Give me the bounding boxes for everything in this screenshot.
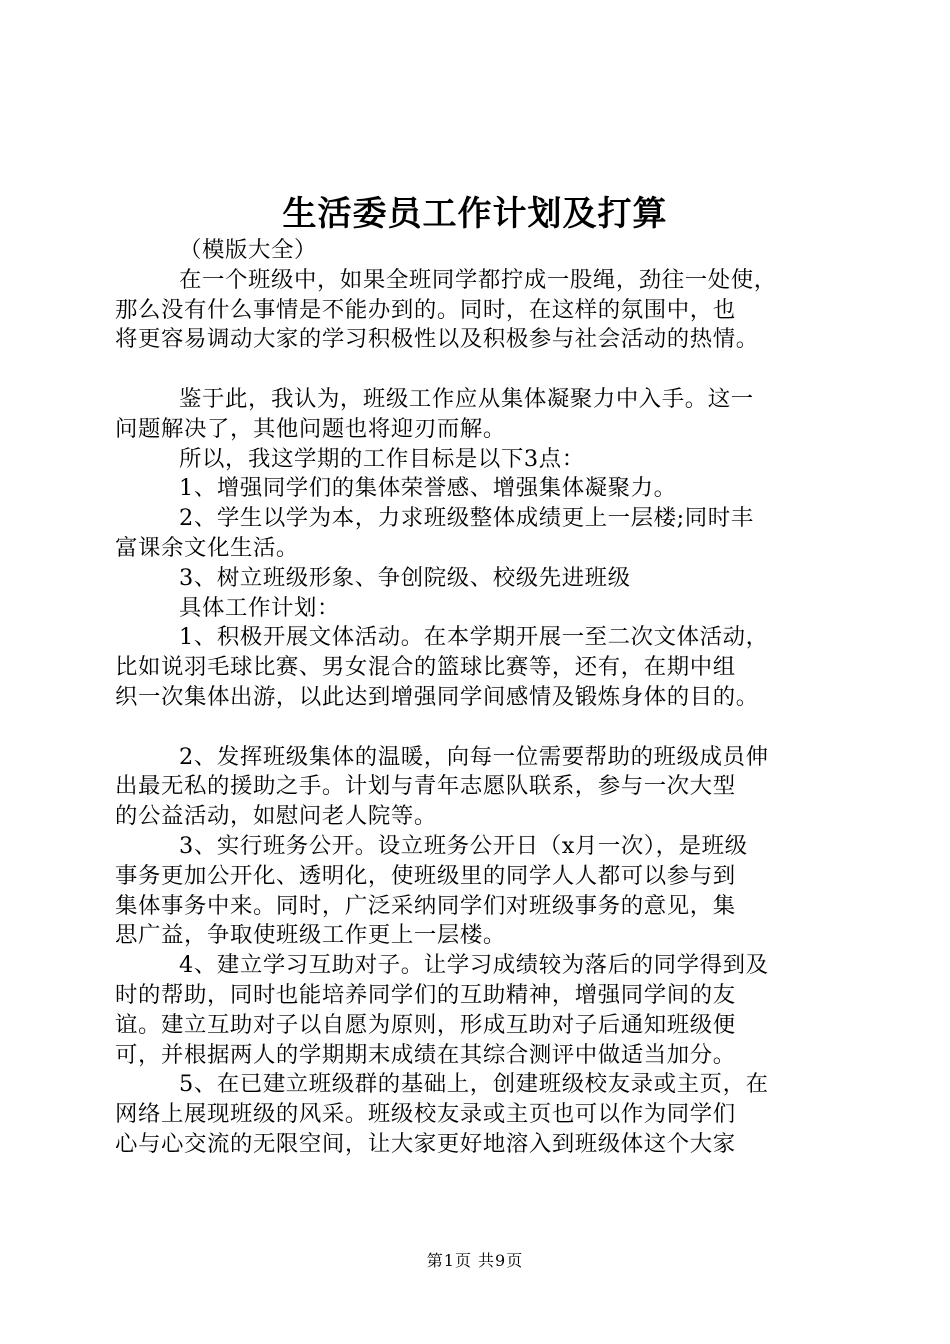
paragraph-line: 鉴于此，我认为，班级工作应从集体凝聚力中入手。这一 — [179, 385, 754, 412]
paragraph-gap — [115, 355, 840, 385]
plan-item: 3、实行班务公开。设立班务公开日（x月一次），是班级 — [179, 832, 748, 859]
paragraph-line: 在一个班级中，如果全班同学都拧成一股绳，劲往一处使， — [179, 266, 777, 293]
paragraph-line: 问题解决了，其他问题也将迎刃而解。 — [115, 415, 506, 442]
plan-item: 事务更加公开化、透明化，使班级里的同学人人都可以参与到 — [115, 862, 736, 889]
plan-item: 的公益活动，如慰问老人院等。 — [115, 803, 437, 830]
goal-item: 2、学生以学为本，力求班级整体成绩更上一层楼;同时丰 — [179, 505, 754, 532]
plan-item: 2、发挥班级集体的温暖，向每一位需要帮助的班级成员伸 — [179, 743, 769, 770]
plan-item: 比如说羽毛球比赛、男女混合的篮球比赛等，还有，在期中组 — [115, 654, 736, 681]
plan-item: 1、积极开展文体活动。在本学期开展一至二次文体活动， — [179, 624, 769, 651]
plan-item: 心与心交流的无限空间，让大家更好地溶入到班级体这个大家 — [115, 1130, 736, 1157]
plan-item: 可，并根据两人的学期期末成绩在其综合测评中做适当加分。 — [115, 1041, 736, 1068]
plan-item: 思广益，争取使班级工作更上一层楼。 — [115, 922, 506, 949]
plan-item: 4、建立学习互助对子。让学习成绩较为落后的同学得到及 — [179, 952, 769, 979]
document-title: 生活委员工作计划及打算 — [282, 194, 668, 234]
paragraph-line: 那么没有什么事情是不能办到的。同时，在这样的氛围中，也 — [115, 296, 736, 323]
plan-item: 集体事务中来。同时，广泛采纳同学们对班级事务的意见，集 — [115, 892, 736, 919]
subtitle-line: （模版大全） — [179, 237, 317, 263]
plan-item: 出最无私的援助之手。计划与青年志愿队联系，参与一次大型 — [115, 773, 736, 800]
paragraph-line: 所以，我这学期的工作目标是以下3点： — [179, 445, 585, 472]
plan-item: 网络上展现班级的风采。班级校友录或主页也可以作为同学们 — [115, 1101, 736, 1128]
goal-item: 富课余文化生活。 — [115, 534, 299, 561]
plan-item: 织一次集体出游，以此达到增强同学间感情及锻炼身体的目的。 — [115, 683, 759, 710]
document-body — [115, 236, 840, 1160]
paragraph-line: 将更容易调动大家的学习积极性以及积极参与社会活动的热情。 — [115, 326, 759, 353]
plan-item: 5、在已建立班级群的基础上，创建班级校友录或主页，在 — [179, 1071, 769, 1098]
goal-item: 1、增强同学们的集体荣誉感、增强集体凝聚力。 — [179, 475, 677, 502]
plan-item: 时的帮助，同时也能培养同学们的互助精神，增强同学间的友 — [115, 981, 736, 1008]
page-number: 第1页 共9页 — [426, 1251, 524, 1270]
goal-item: 3、树立班级形象、争创院级、校级先进班级 — [179, 564, 631, 591]
paragraph-gap — [115, 713, 840, 743]
section-heading: 具体工作计划： — [179, 594, 340, 621]
plan-item: 谊。建立互助对子以自愿为原则，形成互助对子后通知班级便 — [115, 1011, 736, 1038]
